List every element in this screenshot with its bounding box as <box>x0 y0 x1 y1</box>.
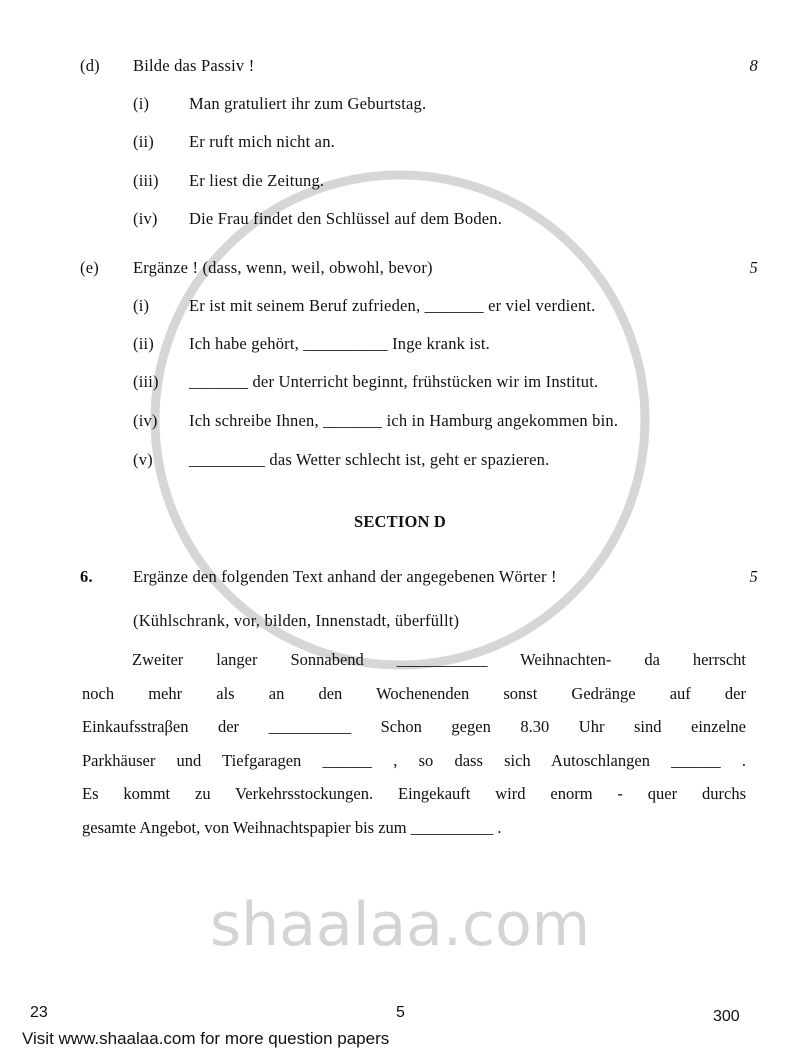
question-marks: 5 <box>749 567 758 586</box>
question-number: 6. <box>80 567 93 586</box>
part-label: (d) <box>80 56 100 75</box>
word-list: (Kühlschrank, vor, bilden, Innenstadt, überfüllt) <box>133 611 460 630</box>
item-number: (i) <box>133 94 150 113</box>
watermark-text: shaalaa.com <box>209 890 591 960</box>
paragraph-line: Es kommt zu Verkehrsstockungen. Eingekauft wird enorm - quer durchs <box>82 784 746 804</box>
item-text: Er ruft mich nicht an. <box>189 132 335 151</box>
item-number: (ii) <box>133 334 154 353</box>
part-marks: 5 <box>749 258 758 277</box>
item-text: Er liest die Zeitung. <box>189 171 325 190</box>
part-label: (e) <box>80 258 99 277</box>
question-instruction: Ergänze den folgenden Text anhand der angegebenen Wörter ! <box>133 567 557 586</box>
paragraph-line: gesamte Angebot, von Weihnachtspapier bis zum __________ . <box>82 817 502 837</box>
part-instruction: Ergänze ! (dass, wenn, weil, obwohl, bevor) <box>133 258 433 277</box>
paragraph-line: noch mehr als an den Wochenenden sonst Gedränge auf der <box>82 683 746 703</box>
item-text: _______ der Unterricht beginnt, frühstücken wir im Institut. <box>189 372 599 391</box>
item-number: (v) <box>133 450 153 469</box>
item-number: (iii) <box>133 372 159 391</box>
item-text: Ich schreibe Ihnen, _______ ich in Hamburg angekommen bin. <box>189 411 619 430</box>
item-number: (ii) <box>133 132 154 151</box>
item-text: Man gratuliert ihr zum Geburtstag. <box>189 94 427 113</box>
paragraph-line: Einkaufsstraβen der __________ Schon gegen 8.30 Uhr sind einzelne <box>82 717 746 737</box>
part-instruction: Bilde das Passiv ! <box>133 56 255 75</box>
fill-in-paragraph <box>82 643 746 845</box>
paper-code: 23 <box>30 1004 48 1021</box>
item-number: (iv) <box>133 411 158 430</box>
item-number: (iii) <box>133 171 159 190</box>
item-text: _________ das Wetter schlecht ist, geht er spazieren. <box>189 450 550 469</box>
visit-link[interactable]: Visit www.shaalaa.com for more question papers <box>22 1029 390 1048</box>
item-text: Er ist mit seinem Beruf zufrieden, _______ er viel verdient. <box>189 296 596 315</box>
paper-number: 300 <box>713 1008 740 1025</box>
part-marks: 8 <box>749 56 758 75</box>
section-title: SECTION D <box>353 512 447 531</box>
page-number: 5 <box>396 1004 405 1021</box>
item-text: Ich habe gehört, __________ Inge krank ist. <box>189 334 490 353</box>
paragraph-line: Zweiter langer Sonnabend ___________ Weihnachten- da herrscht <box>132 650 746 669</box>
item-text: Die Frau findet den Schlüssel auf dem Boden. <box>189 209 503 228</box>
item-number: (iv) <box>133 209 158 228</box>
item-number: (i) <box>133 296 150 315</box>
paragraph-line: Parkhäuser und Tiefgaragen ______ , so dass sich Autoschlangen ______ . <box>82 750 746 770</box>
